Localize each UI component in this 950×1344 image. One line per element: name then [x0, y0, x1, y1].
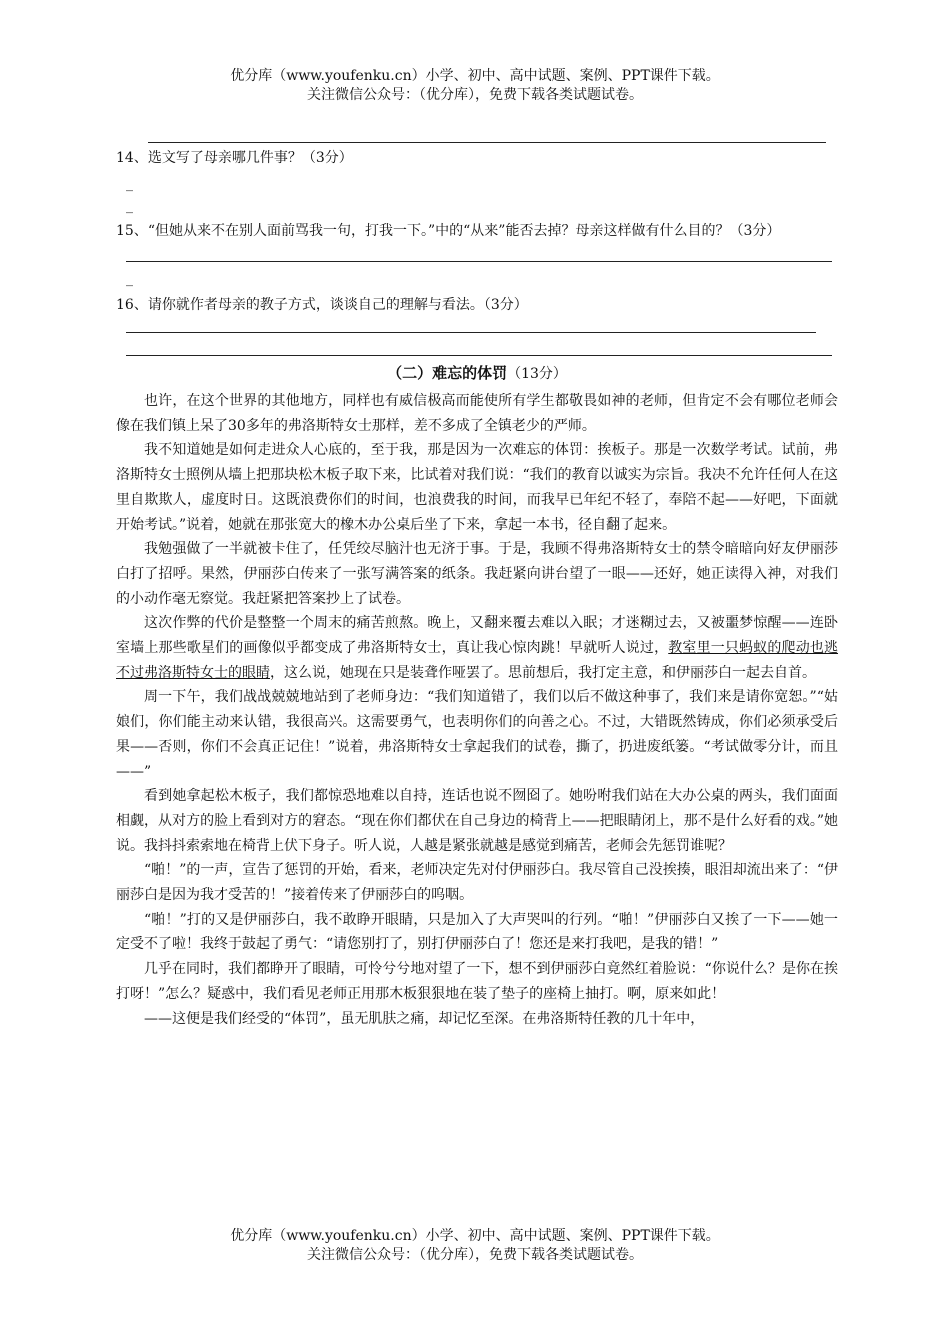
- answer-blank: _: [126, 198, 133, 214]
- paragraph: 我勉强做了一半就被卡住了，任凭绞尽脑汁也无济于事。于是，我顾不得弗洛斯特女士的禁令暗暗向好友伊丽莎白打了招呼。果然，伊丽莎白传来了一张写满答案的纸条。我赶紧向讲台望了一眼——还好，她正读得入神，对我们的小动作毫无察觉。我赶紧把答案抄上了试卷。: [116, 541, 838, 607]
- answer-line: [126, 332, 816, 333]
- paragraph-text: ，这么说，她现在只是装聋作哑罢了。思前想后，我打定主意，和伊丽莎白一起去自首。: [270, 664, 816, 681]
- paragraph: 我不知道她是如何走进众人心底的，至于我，那是因为一次难忘的体罚：挨板子。那是一次数学考试。试前，弗洛斯特女士照例从墙上把那块松木板子取下来，比试着对我们说：“我们的教育以诚实为宗旨。我决不允许任何人在这里自欺欺人，虚度时日。这既浪费你们的时间，也浪费我的时间，而我早已年纪不轻了，奉陪不起——好吧，下面就开始考试。”说着，她就在那张宽大的橡木办公桌后坐了下来，拿起一本书，径自翻了起来。: [116, 442, 838, 533]
- passage: [116, 389, 838, 1031]
- paragraph-text: 这次作弊的代价是整整一个周末的痛苦煎熬。晚上，又翻来覆去难以入眠；才迷糊过去，又被噩梦惊醒——连卧室墙上那些歌星们的画像似乎都变成了弗洛斯特女士，真让我心惊肉跳！早就听人说过，: [116, 615, 838, 657]
- answer-blank: _: [126, 176, 133, 192]
- section-score: （13分）: [507, 366, 567, 382]
- paragraph: 几乎在同时，我们都睁开了眼睛，可怜兮兮地对望了一下，想不到伊丽莎白竟然红着脸说：“你说什么？是你在挨打呀！”怎么？疑惑中，我们看见老师正用那木板狠狠地在装了垫子的座椅上抽打。啊，原来如此！: [116, 961, 838, 1002]
- footer-line-2: 关注微信公众号：（优分库），免费下载各类试题试卷。: [307, 1247, 643, 1263]
- paragraph: “啪！”打的又是伊丽莎白，我不敢睁开眼睛，只是加入了大声哭叫的行列。“啪！”伊丽莎白又挨了一下——她一定受不了啦！我终于鼓起了勇气：“请您别打了，别打伊丽莎白了！您还是来打我吧，是我的错！”: [116, 911, 838, 953]
- paragraph: 看到她拿起松木板子，我们都惊恐地难以自持，连话也说不囫囵了。她吩咐我们站在大办公桌的两头，我们面面相觑，从对方的脸上看到对方的窘态。“现在你们都伏在自己身边的椅背上——把眼睛闭上，那不是什么好看的戏。”她说。我抖抖索索地在椅背上伏下身子。听人说，人越是紧张就越是感觉到痛苦，老师会先惩罚谁呢？: [116, 788, 838, 854]
- question-15: [116, 219, 838, 243]
- paragraph: [116, 611, 838, 685]
- answer-line: [126, 261, 832, 262]
- question-16: 16、请你就作者母亲的教子方式，谈谈自己的理解与看法。（3分）: [116, 297, 528, 313]
- page-header: [0, 67, 950, 105]
- paragraph: “啪！”的一声，宣告了惩罚的开始，看来，老师决定先对付伊丽莎白。我尽管自己没挨揍，眼泪却流出来了：“伊丽莎白是因为我才受苦的！”接着传来了伊丽莎白的呜咽。: [116, 862, 838, 904]
- answer-blank: _: [126, 271, 133, 287]
- header-line-2: 关注微信公众号：（优分库），免费下载各类试题试卷。: [307, 87, 643, 103]
- question-14: 14、选文写了母亲哪几件事？（3分）: [116, 150, 353, 166]
- paragraph: ——这便是我们经受的“体罚”，虽无肌肤之痛，却记忆至深。在弗洛斯特任教的几十年中，: [144, 1010, 705, 1027]
- section-title-text: （二）难忘的体罚: [387, 364, 508, 382]
- underlined-sentence: 教室里一只蚂蚁的爬动也逃不过弗洛斯特女士的眼睛: [116, 640, 839, 681]
- header-line-1: 优分库（www.youfenku.cn）小学、初中、高中试题、案例、PPT课件下载。: [230, 68, 720, 84]
- footer-line-1: 优分库（www.youfenku.cn）小学、初中、高中试题、案例、PPT课件下载。: [230, 1228, 720, 1244]
- question-15-text: 15、“但她从来不在别人面前骂我一句，打我一下。”中的“从来”能否去掉？母亲这样做有什么目的？（3分）: [116, 223, 781, 239]
- exam-content: [116, 128, 838, 1031]
- answer-line: [126, 355, 832, 356]
- paragraph: 周一下午，我们战战兢兢地站到了老师身边：“我们知道错了，我们以后不做这种事了，我们来是请你宽恕。”“姑娘们，你们能主动来认错，我很高兴。这需要勇气，也表明你们的向善之心。不过，大错既然铸成，你们必须承受后果——否则，你们不会真正记住！”说着，弗洛斯特女士拿起我们的试卷，撕了，扔进废纸篓。“考试做零分计，而且——”: [116, 689, 838, 780]
- answer-line: [148, 128, 826, 143]
- page-footer: [0, 1227, 950, 1265]
- section-title: [116, 360, 838, 387]
- paragraph: 也许，在这个世界的其他地方，同样也有威信极高而能使所有学生都敬畏如神的老师，但肯定不会有哪位老师会像在我们镇上呆了30多年的弗洛斯特女士那样，差不多成了全镇老少的严师。: [116, 393, 838, 434]
